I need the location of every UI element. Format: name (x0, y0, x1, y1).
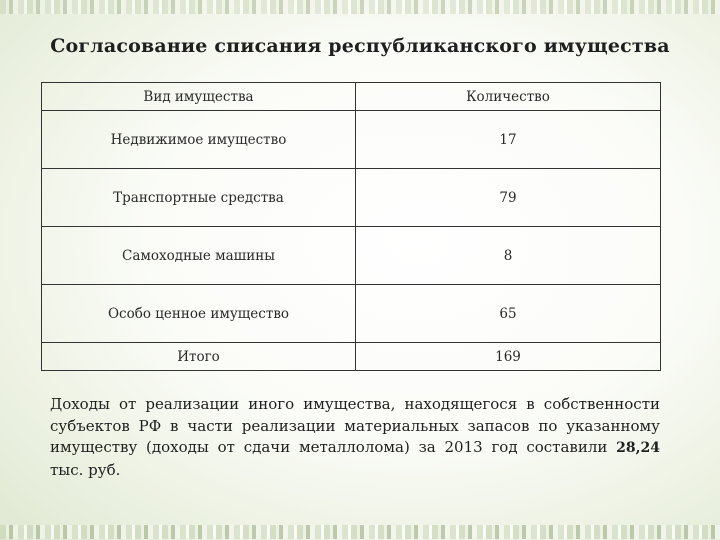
table-total-row (42, 343, 661, 371)
table-row (42, 111, 661, 169)
table-row (42, 285, 661, 343)
header-quantity: Количество (356, 83, 661, 111)
note-text-after: тыс. руб. (50, 460, 121, 479)
row-quantity: 65 (356, 285, 661, 343)
table-header-row (42, 83, 661, 111)
row-quantity: 17 (356, 111, 661, 169)
slide-title: Согласование списания республиканского имущества (50, 35, 670, 57)
note-amount: 28,24 (616, 440, 660, 456)
note-text-before: Доходы от реализации иного имущества, находящегося в собственности субъектов РФ в части реализации материальных запасов по указанному имуществу (доходы от сдачи металлолома) за 2013 год составили (50, 395, 660, 456)
row-quantity: 8 (356, 227, 661, 285)
total-label: Итого (42, 343, 356, 371)
income-note (50, 394, 660, 481)
table-row (42, 169, 661, 227)
top-decorative-stripes (0, 0, 720, 14)
total-quantity: 169 (356, 343, 661, 371)
row-quantity: 79 (356, 169, 661, 227)
table-row (42, 227, 661, 285)
row-property-type: Недвижимое имущество (42, 111, 356, 169)
header-property-type: Вид имущества (42, 83, 356, 111)
row-property-type: Особо ценное имущество (42, 285, 356, 343)
bottom-decorative-stripes (0, 525, 720, 539)
row-property-type: Самоходные машины (42, 227, 356, 285)
assets-table (41, 82, 661, 371)
row-property-type: Транспортные средства (42, 169, 356, 227)
